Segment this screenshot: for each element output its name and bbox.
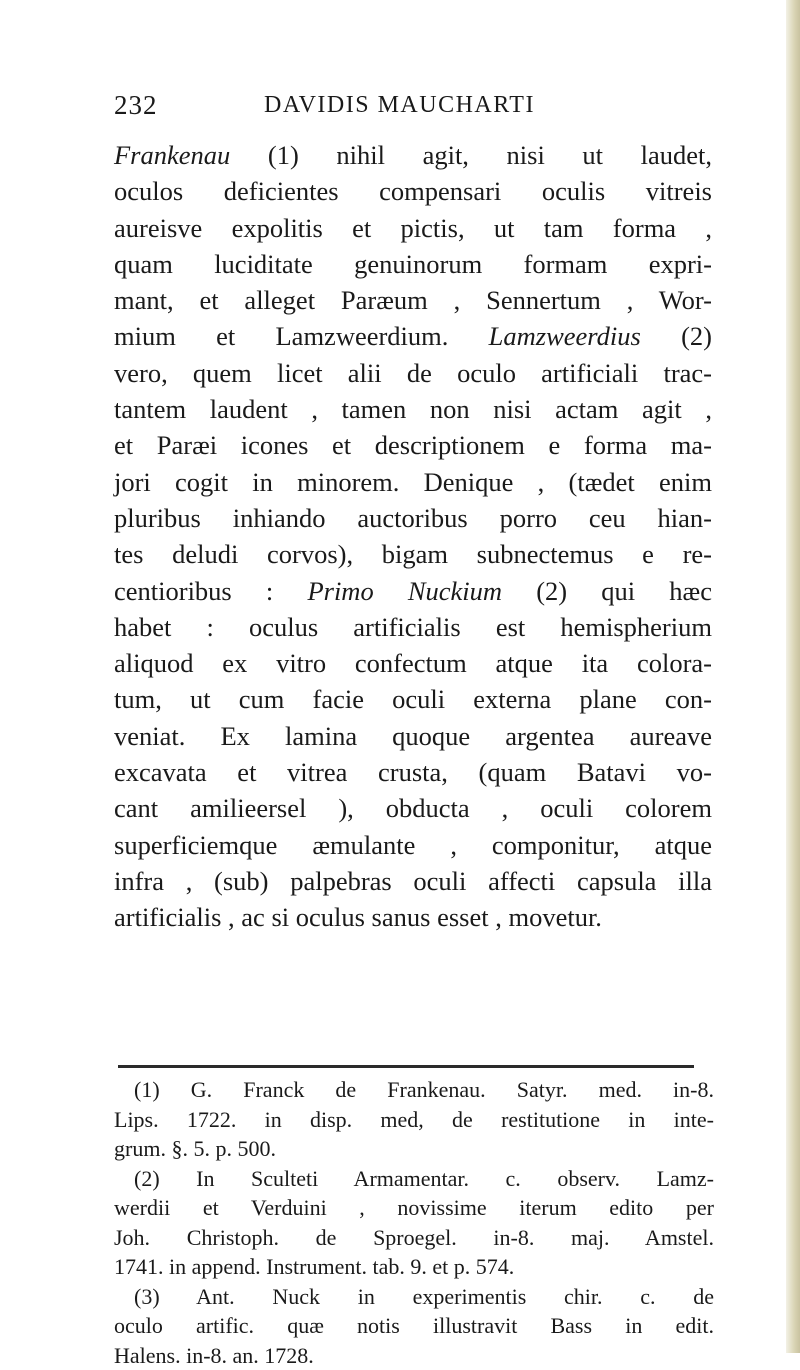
body-line-text: superficiemque æmulante , componitur, atque <box>114 830 712 860</box>
body-line <box>114 536 712 572</box>
body-line-text: habet : oculus artificialis est hemispherium <box>114 612 712 642</box>
footnote-line: grum. §. 5. p. 500. <box>114 1134 714 1164</box>
body-line <box>114 246 712 282</box>
italic-name: Lamzweerdius <box>489 321 641 351</box>
body-line <box>114 318 712 354</box>
body-line-text: excavata et vitrea crusta, (quam Batavi vo- <box>114 757 712 787</box>
footnote-line: (3) Ant. Nuck in experimentis chir. c. de <box>114 1282 714 1312</box>
body-line <box>114 500 712 536</box>
body-line <box>114 754 712 790</box>
body-line-text: (2) qui hæc <box>502 576 712 606</box>
body-line <box>114 609 712 645</box>
body-line-text: vero, quem licet alii de oculo artificiali trac- <box>114 358 712 388</box>
body-line-text: infra , (sub) palpebras oculi affecti capsula illa <box>114 866 712 896</box>
footnote-line: (1) G. Franck de Frankenau. Satyr. med. in-8. <box>114 1075 714 1105</box>
footnote-line: (2) In Sculteti Armamentar. c. observ. Lamz- <box>114 1164 714 1194</box>
body-line-text: pluribus inhiando auctoribus porro ceu hian- <box>114 503 712 533</box>
footnote-line: Lips. 1722. in disp. med, de restitutione in inte- <box>114 1105 714 1135</box>
body-line-text: cant amilieersel ), obducta , oculi colorem <box>114 793 712 823</box>
footnotes <box>114 1075 714 1370</box>
body-line-text: veniat. Ex lamina quoque argentea aureave <box>114 721 712 751</box>
body-line <box>114 427 712 463</box>
body-line <box>114 790 712 826</box>
body-text <box>114 137 712 936</box>
footnote-rule <box>118 1065 694 1068</box>
body-line <box>114 173 712 209</box>
body-line-text: mant, et alleget Paræum , Sennertum , Wor- <box>114 285 712 315</box>
body-line-text: quam luciditate genuinorum formam expri- <box>114 249 712 279</box>
body-line-text: (2) <box>641 321 712 351</box>
footnote-line: 1741. in append. Instrument. tab. 9. et p. 574. <box>114 1252 714 1282</box>
body-line-text: tantem laudent , tamen non nisi actam agit , <box>114 394 712 424</box>
body-line-text: tes deludi corvos), bigam subnectemus e re- <box>114 539 712 569</box>
body-line <box>114 355 712 391</box>
body-line <box>114 391 712 427</box>
body-line <box>114 827 712 863</box>
body-line <box>114 718 712 754</box>
body-line-text: aliquod ex vitro confectum atque ita colora- <box>114 648 712 678</box>
footnote-line: oculo artific. quæ notis illustravit Bass in edit. <box>114 1311 714 1341</box>
page-number: 232 <box>114 90 158 121</box>
body-line-text: et Paræi icones et descriptionem e forma ma- <box>114 430 712 460</box>
body-line <box>114 137 712 173</box>
body-line-text: (1) nihil agit, nisi ut laudet, <box>230 140 712 170</box>
italic-name: Frankenau <box>114 140 230 170</box>
body-line-text: centioribus : <box>114 576 307 606</box>
italic-name: Primo Nuckium <box>307 576 502 606</box>
body-line <box>114 573 712 609</box>
running-head: DAVIDIS MAUCHARTI <box>264 92 535 119</box>
page-header <box>114 90 704 126</box>
body-line <box>114 210 712 246</box>
body-line-text: mium et Lamzweerdium. <box>114 321 489 351</box>
body-line-text: artificialis , ac si oculus sanus esset , movetur. <box>114 902 602 932</box>
footnote-line: Joh. Christoph. de Sproegel. in-8. maj. Amstel. <box>114 1223 714 1253</box>
body-line <box>114 863 712 899</box>
body-line-text: tum, ut cum facie oculi externa plane con- <box>114 684 712 714</box>
body-line-text: jori cogit in minorem. Denique , (tædet enim <box>114 467 712 497</box>
body-line <box>114 899 712 935</box>
body-line <box>114 645 712 681</box>
body-line-text: oculos deficientes compensari oculis vitreis <box>114 176 712 206</box>
footnote-line: werdii et Verduini , novissime iterum edito per <box>114 1193 714 1223</box>
body-line <box>114 681 712 717</box>
footnote-line: Halens. in-8. an. 1728. <box>114 1341 714 1370</box>
body-line <box>114 464 712 500</box>
body-line-text: aureisve expolitis et pictis, ut tam forma , <box>114 213 712 243</box>
body-line <box>114 282 712 318</box>
